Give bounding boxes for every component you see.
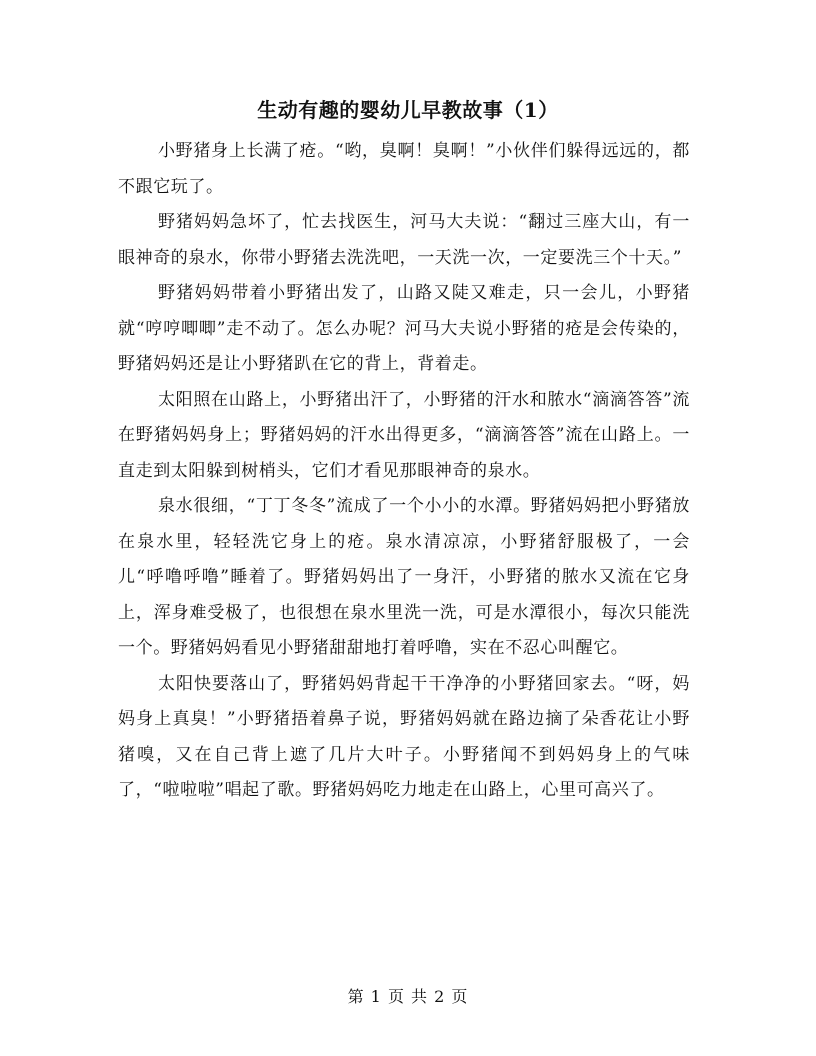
paragraph-6: 太阳快要落山了，野猪妈妈背起干干净净的小野猪回家去。“呀，妈妈身上真臭！”小野猪捂着鼻子说，野猪妈妈就在路边摘了朵香花让小野猪嗅，又在自己背上遮了几片大叶子。小野猪闻不到妈妈身上的气味了，“啦啦啦”唱起了歌。野猪妈妈吃力地走在山路上，心里可高兴了。 (118, 673, 690, 800)
paragraph-2: 野猪妈妈急坏了，忙去找医生，河马大夫说：“翻过三座大山，有一眼神奇的泉水，你带小野猪去洗洗吧，一天洗一次，一定要洗三个十天。” (118, 212, 690, 268)
paragraph-5: 泉水很细，“丁丁冬冬”流成了一个小小的水潭。野猪妈妈把小野猪放在泉水里，轻轻洗它身上的疮。泉水清凉凉，小野猪舒服极了，一会儿“呼噜呼噜”睡着了。野猪妈妈出了一身汗，小野猪的脓水又流在它身上，浑身难受极了，也很想在泉水里洗一洗，可是水潭很小，每次只能洗一个。野猪妈妈看见小野猪甜甜地打着呼噜，实在不忍心叫醒它。 (118, 496, 690, 658)
document-body (118, 134, 690, 809)
paragraph-4: 太阳照在山路上，小野猪出汗了，小野猪的汗水和脓水“滴滴答答”流在野猪妈妈身上；野猪妈妈的汗水出得更多，“滴滴答答”流在山路上。一直走到太阳躲到树梢头，它们才看见那眼神奇的泉水。 (118, 389, 690, 481)
page-footer: 第 1 页 共 2 页 (347, 987, 469, 1006)
document-title: 生动有趣的婴幼儿早教故事（1） (257, 98, 559, 122)
paragraph-3: 野猪妈妈带着小野猪出发了，山路又陡又难走，只一会儿，小野猪就“哼哼唧唧”走不动了。怎么办呢？河马大夫说小野猪的疮是会传染的，野猪妈妈还是让小野猪趴在它的背上，背着走。 (118, 283, 690, 374)
paragraph-1: 小野猪身上长满了疮。“哟，臭啊！臭啊！”小伙伴们躲得远远的，都不跟它玩了。 (118, 141, 690, 197)
